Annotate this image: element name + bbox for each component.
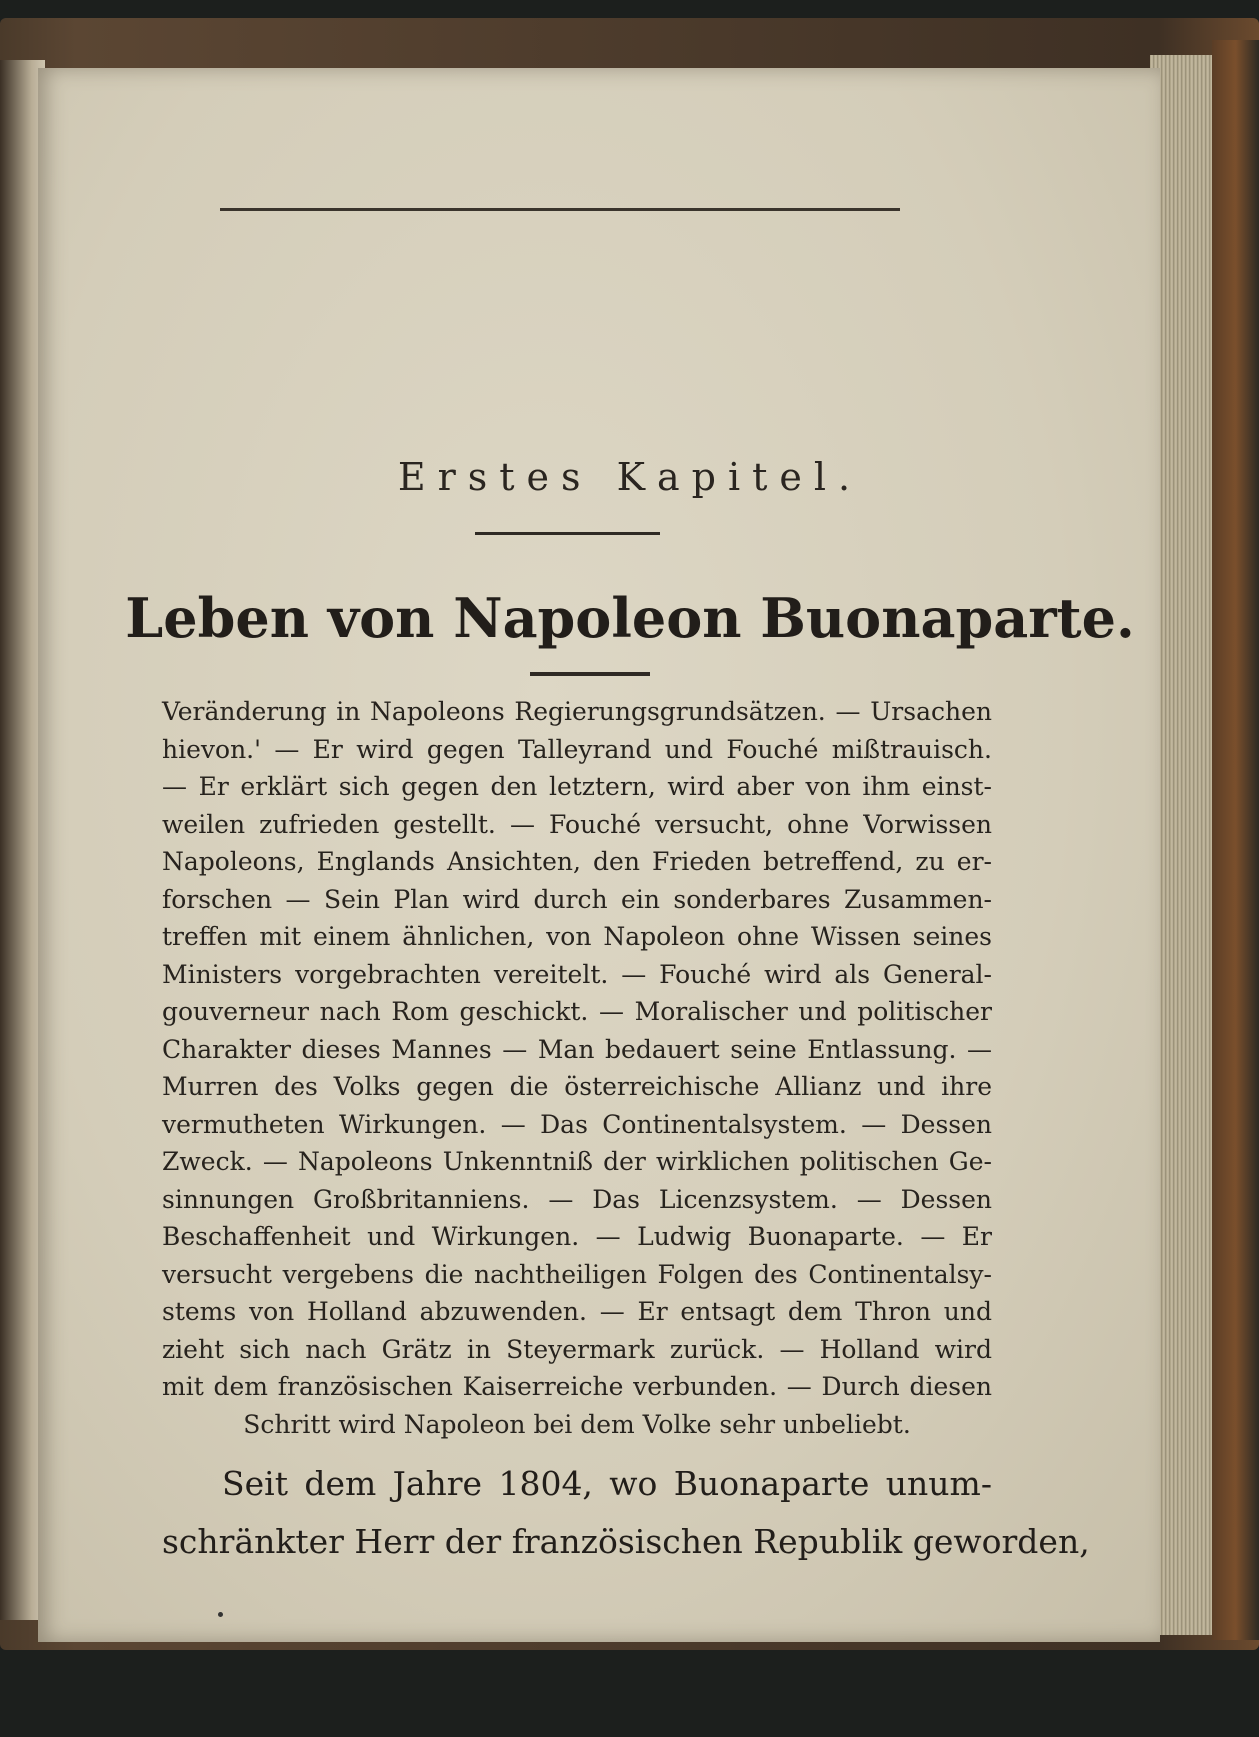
summary-line: Murren des Volks gegen die österreichische Allianz und ihre <box>162 1072 992 1101</box>
summary-line: hievon.' — Er wird gegen Talleyrand und Fouché mißtrauisch. <box>162 734 992 764</box>
summary-line: versucht vergebens die nachtheiligen Folgen des Continentalsy- <box>162 1259 992 1289</box>
summary-line: Beschaffenheit und Wirkungen. — Ludwig Buonaparte. — Er <box>162 1222 992 1251</box>
summary-line: weilen zufrieden gestellt. — Fouché versucht, ohne Vorwissen <box>162 809 992 839</box>
title-divider-rule <box>530 672 650 676</box>
summary-line: Veränderung in Napoleons Regierungsgrundsätzen. — Ursachen <box>162 697 992 726</box>
summary-line: sinnungen Großbritanniens. — Das Licenzsystem. — Dessen <box>162 1184 992 1214</box>
summary-line: — Er erklärt sich gegen den letztern, wird aber von ihm einst- <box>162 772 992 801</box>
summary-line: treffen mit einem ähnlichen, von Napoleon ohne Wissen seines <box>162 922 992 951</box>
top-ornament-rule <box>220 208 900 211</box>
body-paragraph <box>162 1455 1090 1571</box>
ink-speck <box>218 1612 223 1617</box>
summary-line: vermutheten Wirkungen. — Das Continentalsystem. — Dessen <box>162 1109 992 1139</box>
body-line: Seit dem Jahre 1804, wo Buonaparte unum- <box>222 1464 992 1503</box>
body-line: schränkter Herr der französischen Republik geworden, <box>162 1522 1090 1561</box>
summary-line: Napoleons, Englands Ansichten, den Frieden betreffend, zu er- <box>162 847 992 876</box>
summary-line: forschen — Sein Plan wird durch ein sonderbares Zusammen- <box>162 884 992 914</box>
summary-line: gouverneur nach Rom geschickt. — Moralischer und politischer <box>162 997 992 1026</box>
page-fore-edge <box>1150 55 1220 1635</box>
book-binding-edge <box>1212 40 1259 1640</box>
chapter-summary <box>162 693 992 1443</box>
summary-line: zieht sich nach Grätz in Steyermark zurück. — Holland wird <box>162 1334 992 1364</box>
summary-line: Schritt wird Napoleon bei dem Volke sehr unbeliebt. <box>243 1409 911 1439</box>
summary-line: stems von Holland abzuwenden. — Er entsagt dem Thron und <box>162 1297 992 1326</box>
summary-line: Charakter dieses Mannes — Man bedauert seine Entlassung. — <box>162 1034 992 1064</box>
summary-line: Ministers vorgebrachten vereitelt. — Fouché wird als General- <box>162 959 992 989</box>
chapter-heading: Erstes Kapitel. <box>397 455 863 499</box>
summary-line: Zweck. — Napoleons Unkenntniß der wirklichen politischen Ge- <box>162 1147 992 1176</box>
summary-line: mit dem französischen Kaiserreiche verbunden. — Durch diesen <box>162 1372 992 1401</box>
page-title: Leben von Napoleon Buonaparte. <box>125 586 1135 650</box>
chapter-divider-rule <box>475 532 660 535</box>
